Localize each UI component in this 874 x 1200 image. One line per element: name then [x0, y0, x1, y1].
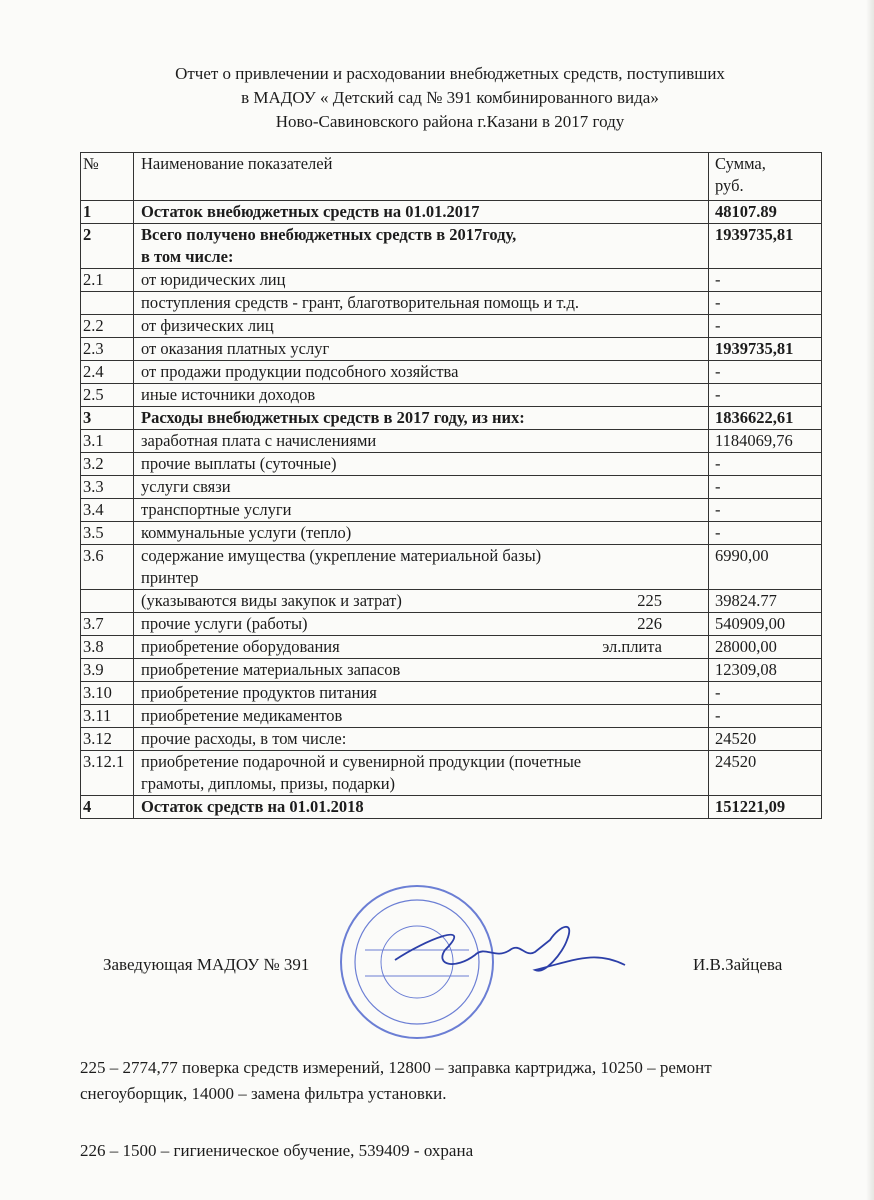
table-row — [81, 613, 822, 636]
row-num: 2.1 — [81, 269, 134, 292]
row-name-cell — [134, 705, 709, 728]
row-num: 2.5 — [81, 384, 134, 407]
row-name: услуги связи — [141, 477, 231, 496]
table-row — [81, 361, 822, 384]
table-row — [81, 201, 822, 224]
title-line-2: в МАДОУ « Детский сад № 391 комбинированного вида» — [241, 88, 659, 107]
row-sum: 151221,09 — [709, 796, 822, 819]
table-row — [81, 315, 822, 338]
table-row — [81, 636, 822, 659]
table-row — [81, 682, 822, 705]
table-row — [81, 728, 822, 751]
header-num: № — [81, 153, 134, 201]
row-sum: - — [709, 453, 822, 476]
row-sum: 540909,00 — [709, 613, 822, 636]
row-name: содержание имущества (укрепление материальной базы) — [141, 546, 542, 565]
row-name: иные источники доходов — [141, 385, 316, 404]
row-name-cont: грамоты, дипломы, призы, подарки) — [141, 774, 396, 793]
row-sum: - — [709, 499, 822, 522]
row-num — [81, 590, 134, 613]
row-num: 3.11 — [81, 705, 134, 728]
scan-edge — [866, 0, 874, 1200]
row-note: эл.плита — [602, 637, 662, 656]
row-name-cell — [134, 338, 709, 361]
row-name: от оказания платных услуг — [141, 339, 330, 358]
row-name: Расходы внебюджетных средств в 2017 году, из них: — [141, 408, 525, 427]
row-sum: - — [709, 269, 822, 292]
row-name: заработная плата с начислениями — [141, 431, 377, 450]
row-note: 225 — [637, 591, 662, 610]
row-num: 3.5 — [81, 522, 134, 545]
table-row — [81, 522, 822, 545]
table-row — [81, 453, 822, 476]
row-num: 4 — [81, 796, 134, 819]
row-num: 3 — [81, 407, 134, 430]
row-name: прочие выплаты (суточные) — [141, 454, 337, 473]
table-row — [81, 499, 822, 522]
row-num: 3.12 — [81, 728, 134, 751]
row-num: 3.7 — [81, 613, 134, 636]
table-row — [81, 292, 822, 315]
row-name: транспортные услуги — [141, 500, 292, 519]
row-name: приобретение подарочной и сувенирной продукции (почетные — [141, 752, 582, 771]
row-sum: - — [709, 522, 822, 545]
stamp-icon — [341, 886, 493, 1038]
row-name-cell — [134, 636, 709, 659]
row-num: 2.4 — [81, 361, 134, 384]
row-name-cell — [134, 682, 709, 705]
row-name-cell — [134, 545, 709, 590]
row-sum: - — [709, 682, 822, 705]
row-num: 3.10 — [81, 682, 134, 705]
header-sum-line1: Сумма, — [715, 154, 766, 173]
report-table — [80, 152, 822, 819]
row-name-cell — [134, 361, 709, 384]
row-name-cell — [134, 224, 709, 269]
row-sum: - — [709, 315, 822, 338]
row-name: приобретение медикаментов — [141, 706, 343, 725]
stamp-and-signature — [335, 880, 635, 1055]
header-sum-line2: руб. — [715, 176, 744, 195]
row-num: 3.12.1 — [81, 751, 134, 796]
row-sum: 24520 — [709, 728, 822, 751]
row-sum: 24520 — [709, 751, 822, 796]
row-sum: - — [709, 476, 822, 499]
row-name: (указываются виды закупок и затрат) — [141, 591, 402, 610]
row-name: от физических лиц — [141, 316, 274, 335]
row-sum: - — [709, 384, 822, 407]
row-name-cell — [134, 796, 709, 819]
signature-name: И.В.Зайцева — [693, 955, 783, 974]
row-sum: - — [709, 292, 822, 315]
table-row — [81, 659, 822, 682]
row-name-cell — [134, 407, 709, 430]
title-line-1: Отчет о привлечении и расходовании внебюджетных средств, поступивших — [175, 64, 725, 83]
row-name-cell — [134, 453, 709, 476]
row-sum: 6990,00 — [709, 545, 822, 590]
table-row — [81, 269, 822, 292]
row-name-cell — [134, 522, 709, 545]
signature-position: Заведующая МАДОУ № 391 — [103, 955, 310, 974]
row-num: 3.4 — [81, 499, 134, 522]
row-name: Остаток внебюджетных средств на 01.01.2017 — [141, 202, 480, 221]
row-name: Всего получено внебюджетных средств в 2017году, — [141, 225, 517, 244]
row-sum: 1939735,81 — [709, 338, 822, 361]
row-num: 3.2 — [81, 453, 134, 476]
row-name: Остаток средств на 01.01.2018 — [141, 797, 364, 816]
row-name: прочие услуги (работы) — [141, 614, 308, 633]
table-row — [81, 407, 822, 430]
footnote-225: 225 – 2774,77 поверка средств измерений, 12800 – заправка картриджа, 10250 – ремонт снегоуборщик, 14000 – замена фильтра установки. — [80, 1058, 712, 1103]
row-name: от продажи продукции подсобного хозяйства — [141, 362, 459, 381]
row-name-cell — [134, 269, 709, 292]
row-name-cont: в том числе: — [141, 247, 234, 266]
table-row — [81, 430, 822, 453]
row-name-cell — [134, 613, 709, 636]
row-name-cell — [134, 590, 709, 613]
row-name: приобретение материальных запасов — [141, 660, 401, 679]
title-line-3: Ново-Савиновского района г.Казани в 2017 году — [275, 112, 625, 131]
row-num: 3.8 — [81, 636, 134, 659]
row-num: 2.2 — [81, 315, 134, 338]
row-num: 2 — [81, 224, 134, 269]
row-num: 3.3 — [81, 476, 134, 499]
row-name-cell — [134, 315, 709, 338]
row-sum: 28000,00 — [709, 636, 822, 659]
row-num: 3.9 — [81, 659, 134, 682]
row-sum: 1184069,76 — [709, 430, 822, 453]
row-sum: 1939735,81 — [709, 224, 822, 269]
row-name: приобретение продуктов питания — [141, 683, 377, 702]
row-name-cont: принтер — [141, 568, 199, 587]
row-name: приобретение оборудования — [141, 637, 340, 656]
row-sum: 48107.89 — [709, 201, 822, 224]
table-header — [81, 153, 822, 201]
row-name-cell — [134, 476, 709, 499]
table-row — [81, 338, 822, 361]
row-sum: 39824.77 — [709, 590, 822, 613]
row-name: поступления средств - грант, благотворительная помощь и т.д. — [141, 293, 580, 312]
table-row — [81, 705, 822, 728]
row-name-cell — [134, 201, 709, 224]
row-note: 226 — [637, 614, 662, 633]
row-name: прочие расходы, в том числе: — [141, 729, 347, 748]
row-num: 3.6 — [81, 545, 134, 590]
row-num — [81, 292, 134, 315]
table-row — [81, 751, 822, 796]
table-row — [81, 545, 822, 590]
row-sum: 12309,08 — [709, 659, 822, 682]
row-name: от юридических лиц — [141, 270, 286, 289]
table-row — [81, 384, 822, 407]
row-name-cell — [134, 659, 709, 682]
table-row — [81, 796, 822, 819]
row-name-cell — [134, 292, 709, 315]
row-sum: 1836622,61 — [709, 407, 822, 430]
header-sum — [709, 153, 822, 201]
row-name-cell — [134, 430, 709, 453]
footnote-226: 226 – 1500 – гигиеническое обучение, 539409 - охрана — [80, 1141, 474, 1160]
row-num: 3.1 — [81, 430, 134, 453]
signature-icon — [395, 927, 625, 971]
report-title — [0, 62, 874, 134]
row-name-cell — [134, 384, 709, 407]
row-name-cell — [134, 499, 709, 522]
row-name-cell — [134, 751, 709, 796]
row-sum: - — [709, 705, 822, 728]
table-row — [81, 476, 822, 499]
header-name: Наименование показателей — [134, 153, 709, 201]
row-num: 2.3 — [81, 338, 134, 361]
row-sum: - — [709, 361, 822, 384]
row-num: 1 — [81, 201, 134, 224]
table-row — [81, 590, 822, 613]
table-row — [81, 224, 822, 269]
row-name-cell — [134, 728, 709, 751]
row-name: коммунальные услуги (тепло) — [141, 523, 352, 542]
